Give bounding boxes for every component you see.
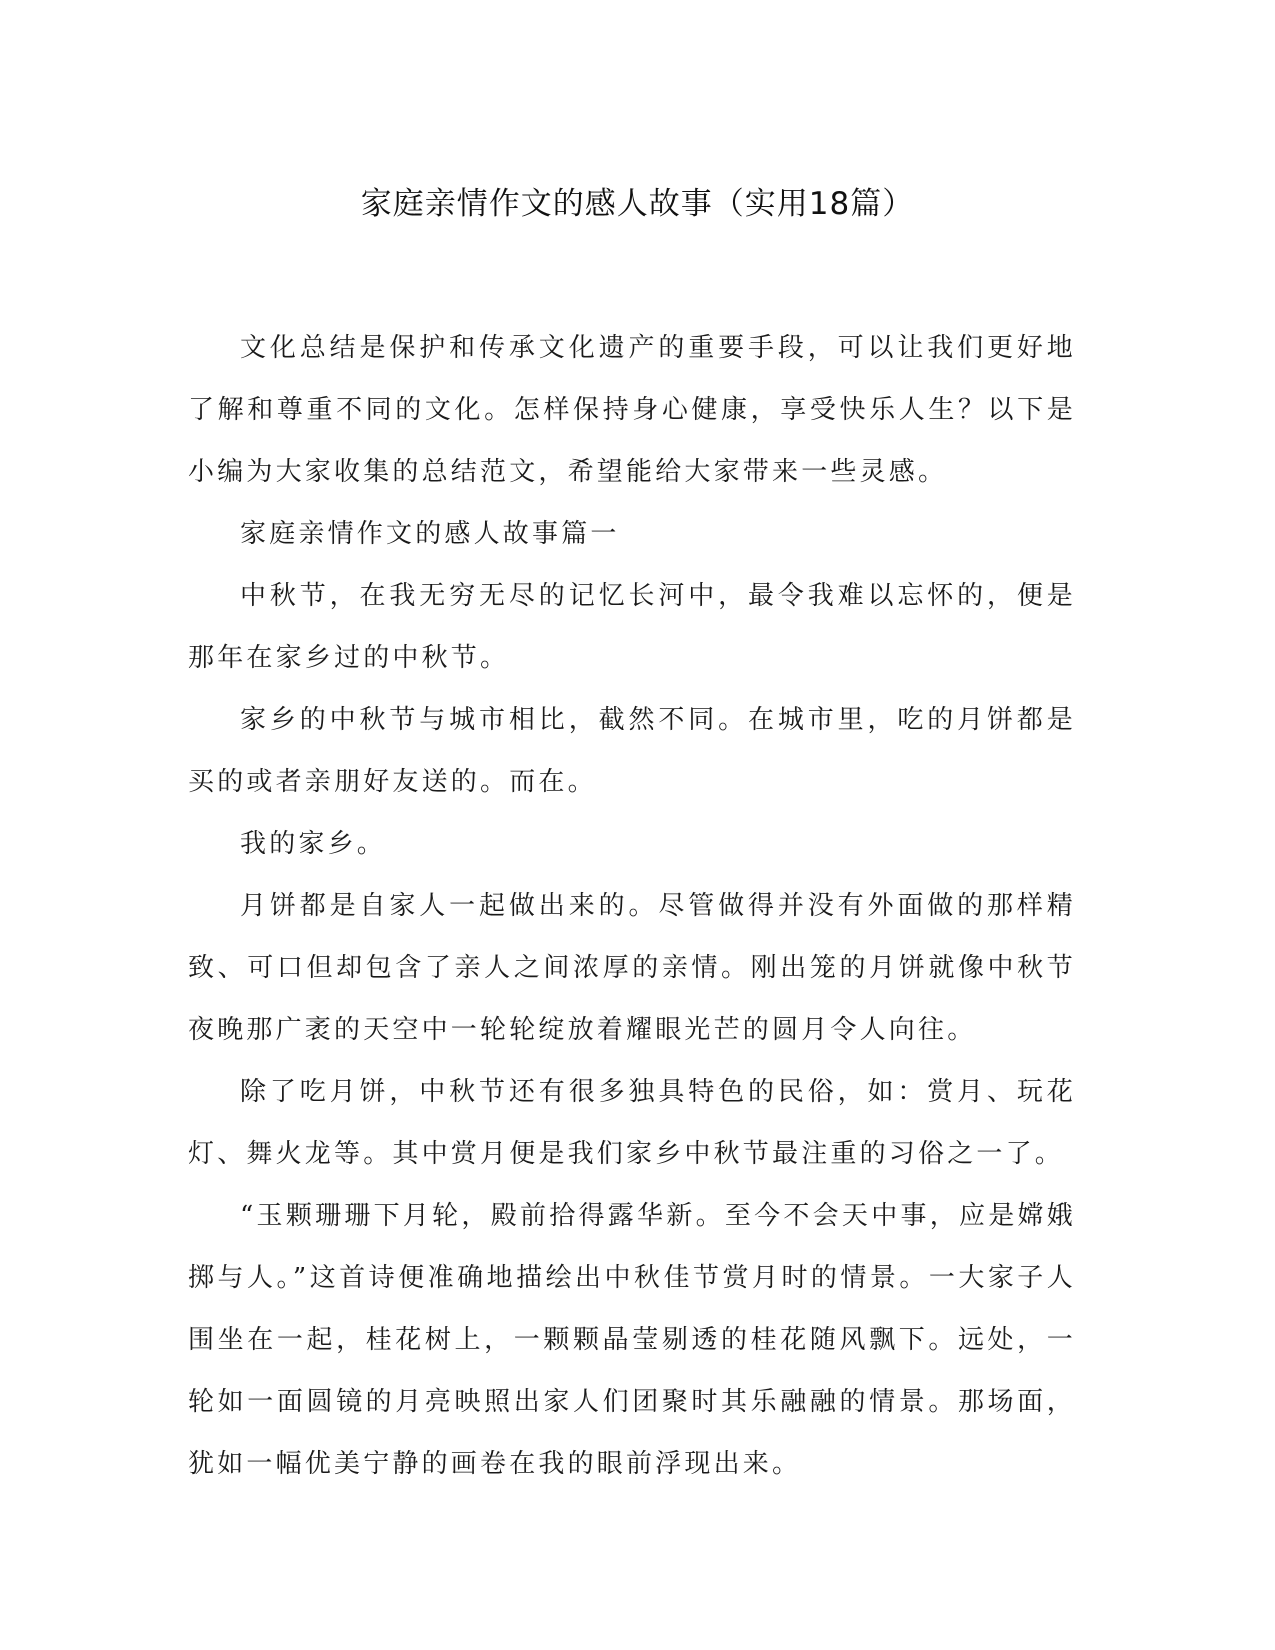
paragraph: “玉颗珊珊下月轮，殿前拾得露华新。至今不会天中事，应是嫦娥掷与人。”这首诗便准确地描绘出中秋佳节赏月时的情景。一大家子人围坐在一起，桂花树上，一颗颗晶莹剔透的桂花随风飘下。远处，一轮如一面圆镜的月亮映照出家人们团聚时其乐融融的情景。那场面，犹如一幅优美宁静的画卷在我的眼前浮现出来。 [188,1201,1076,1479]
paragraph: 月饼都是自家人一起做出来的。尽管做得并没有外面做的那样精致、可口但却包含了亲人之间浓厚的亲情。刚出笼的月饼就像中秋节夜晚那广袤的天空中一轮轮绽放着耀眼光芒的圆月令人向往。 [188,891,1076,1045]
paragraph: 家乡的中秋节与城市相比，截然不同。在城市里，吃的月饼都是买的或者亲朋好友送的。而在。 [188,705,1076,797]
document-body [188,317,1076,1495]
paragraph-intro: 文化总结是保护和传承文化遗产的重要手段，可以让我们更好地了解和尊重不同的文化。怎样保持身心健康，享受快乐人生？以下是小编为大家收集的总结范文，希望能给大家带来一些灵感。 [188,333,1076,487]
paragraph: 除了吃月饼，中秋节还有很多独具特色的民俗，如：赏月、玩花灯、舞火龙等。其中赏月便是我们家乡中秋节最注重的习俗之一了。 [188,1077,1076,1169]
paragraph: 中秋节，在我无穷无尽的记忆长河中，最令我难以忘怀的，便是那年在家乡过的中秋节。 [188,581,1076,673]
section-heading: 家庭亲情作文的感人故事篇一 [240,519,620,549]
document-title: 家庭亲情作文的感人故事（实用18篇） [360,186,915,222]
paragraph: 我的家乡。 [240,829,387,859]
